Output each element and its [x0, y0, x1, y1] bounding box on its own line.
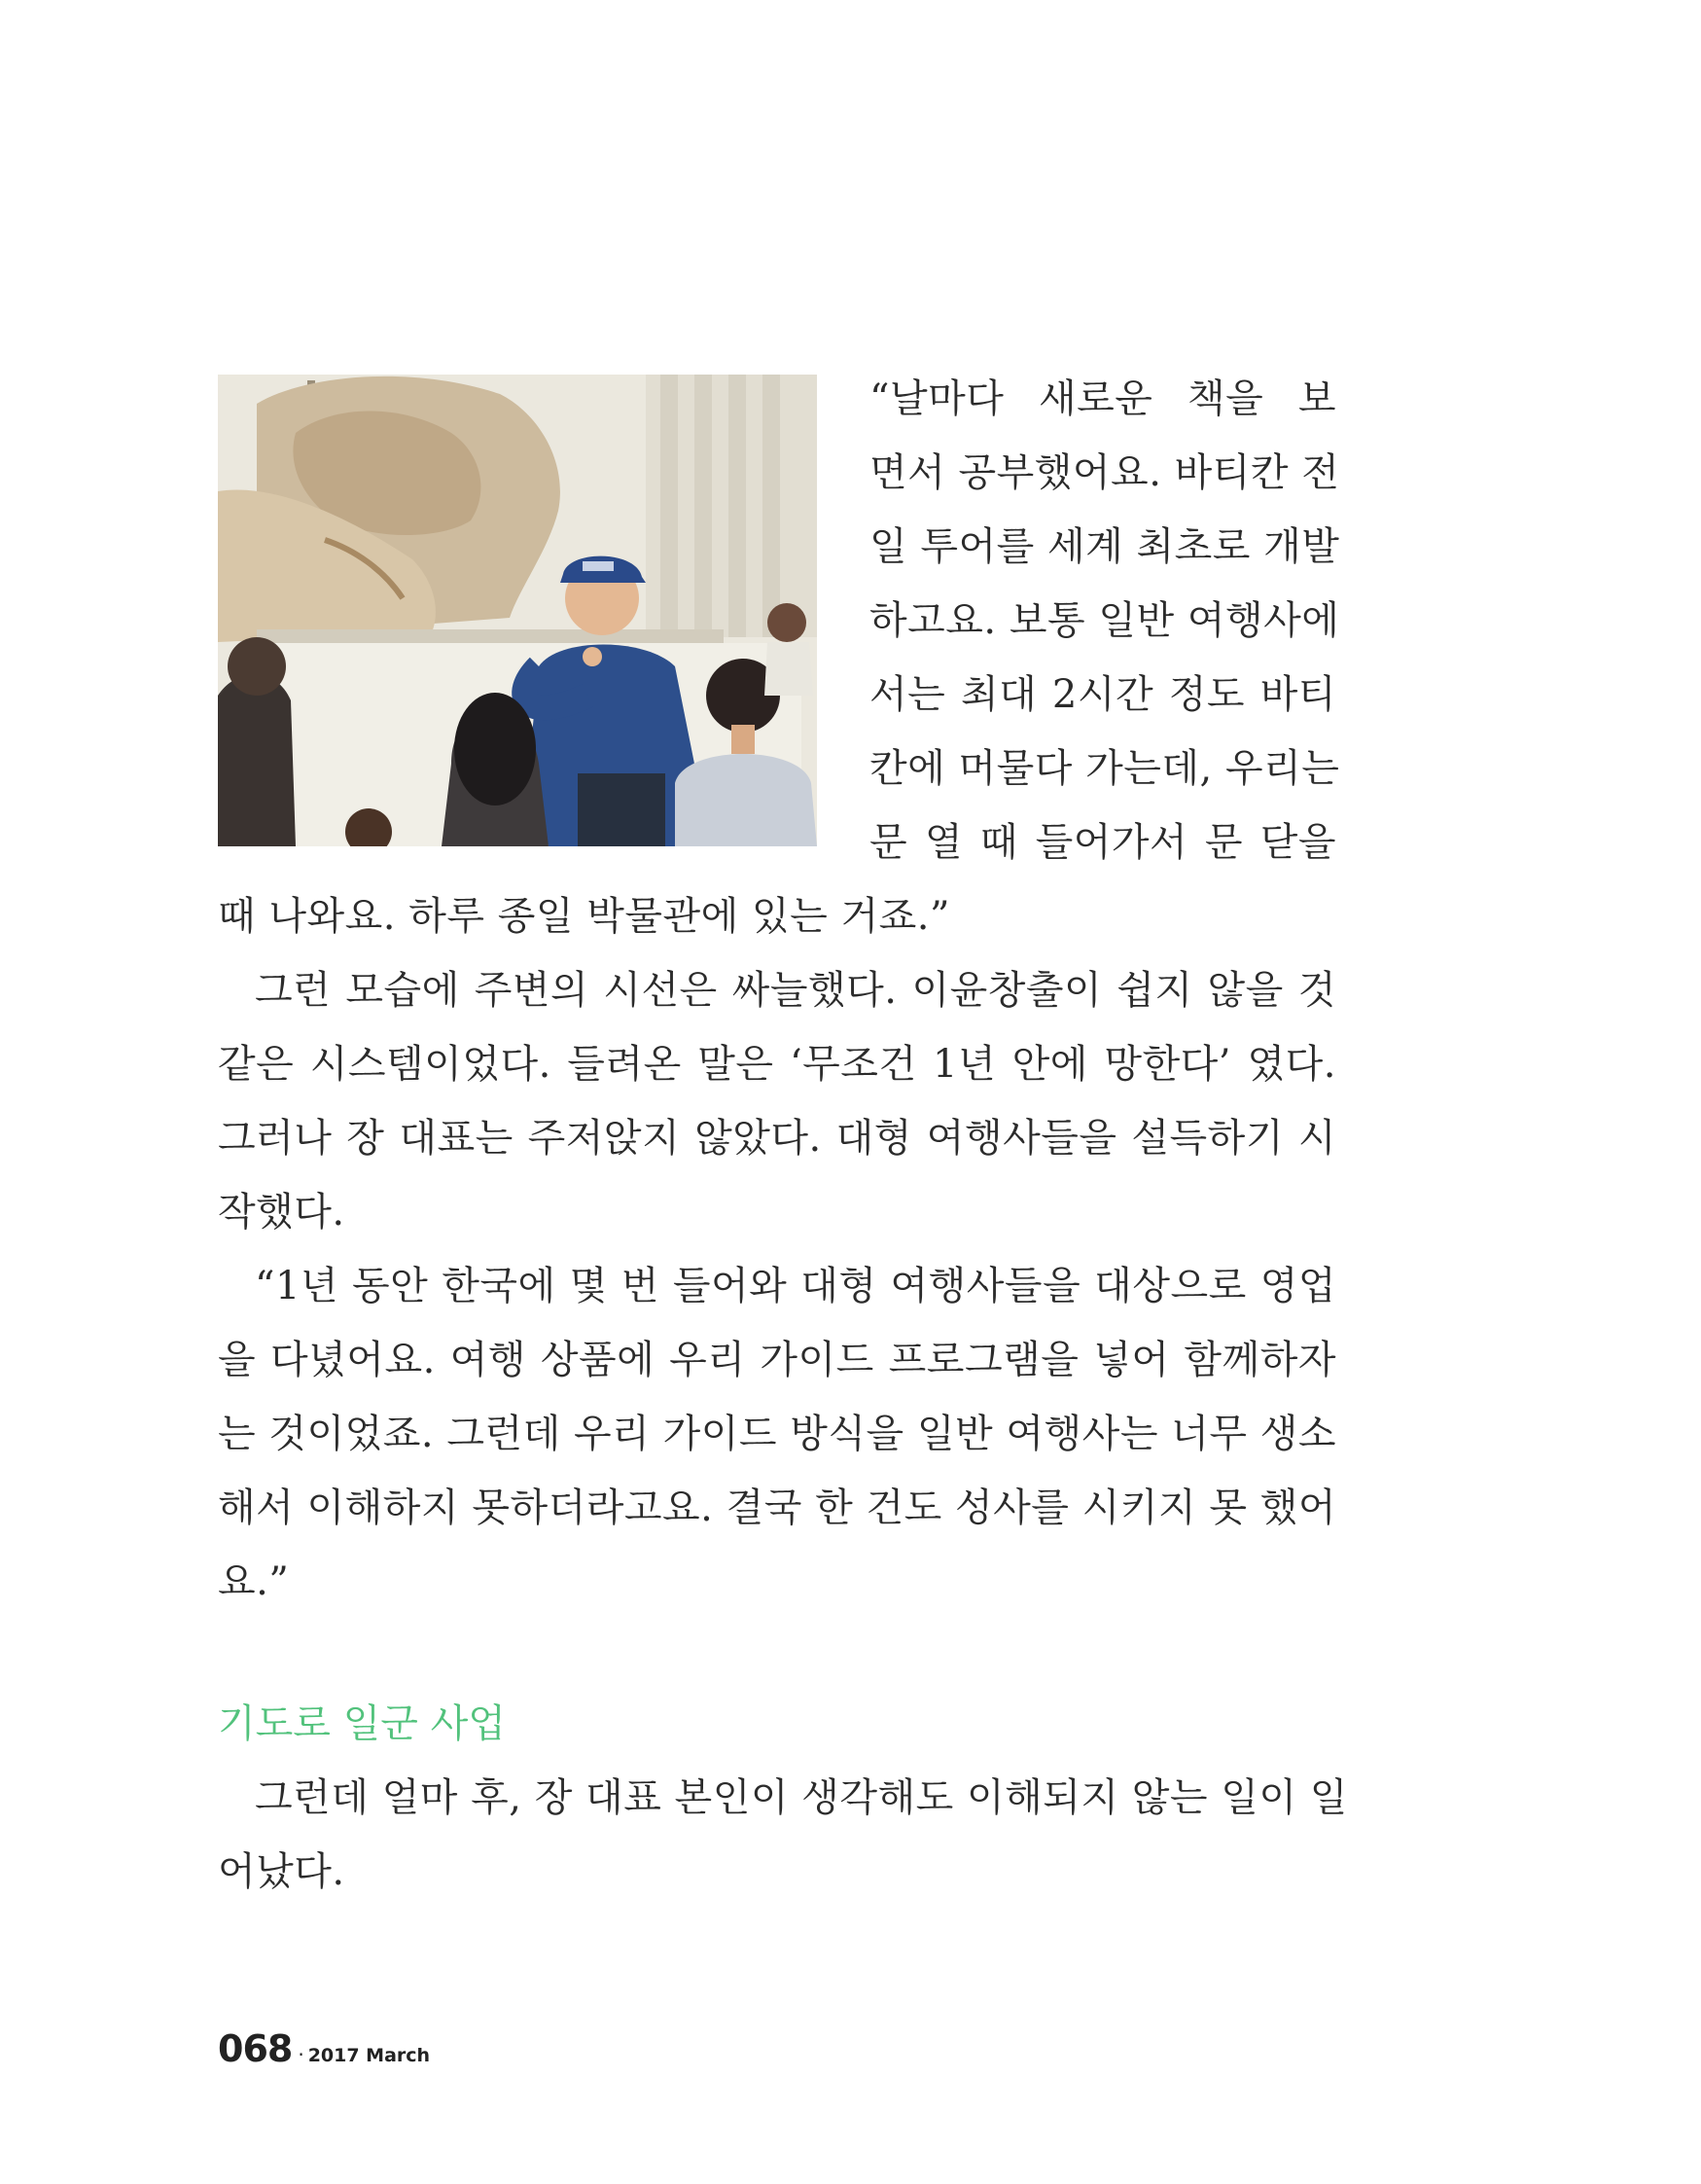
page-footer [218, 2027, 430, 2070]
paragraph-4-line-2: 어났다. [218, 1849, 345, 1894]
paragraph-1-line-4: 하고요. 보통 일반 여행사에 [869, 598, 1340, 643]
footer-separator: · [298, 2043, 304, 2066]
article-photo [218, 375, 817, 846]
paragraph-1-line-3: 일 투어를 세계 최초로 개발 [869, 524, 1340, 569]
page-number: 068 [218, 2027, 293, 2070]
paragraph-2-line-1: 그런 모습에 주변의 시선은 싸늘했다. 이윤창출이 쉽지 않을 것 [255, 968, 1336, 1013]
paragraph-1-line-1: “날마다 새로운 책을 보 [869, 376, 1336, 421]
section-heading: 기도로 일군 사업 [218, 1701, 506, 1746]
paragraph-3-line-3: 는 것이었죠. 그런데 우리 가이드 방식을 일반 여행사는 너무 생소 [218, 1412, 1336, 1456]
paragraph-2-line-4: 작했다. [218, 1190, 345, 1235]
paragraph-1-line-7: 문 열 때 들어가서 문 닫을 [869, 820, 1336, 865]
photo-icon [218, 375, 817, 846]
paragraph-1-line-8: 때 나와요. 하루 종일 박물관에 있는 거죠.” [218, 894, 950, 939]
paragraph-4-line-1: 그런데 얼마 후, 장 대표 본인이 생각해도 이해되지 않는 일이 일 [255, 1775, 1348, 1820]
paragraph-3-line-4: 해서 이해하지 못하더라고요. 결국 한 건도 성사를 시키지 못 했어 [218, 1486, 1336, 1530]
paragraph-1-line-6: 칸에 머물다 가는데, 우리는 [869, 746, 1340, 791]
paragraph-3-line-2: 을 다녔어요. 여행 상품에 우리 가이드 프로그램을 넣어 함께하자 [218, 1338, 1336, 1382]
paragraph-3-line-5: 요.” [218, 1559, 290, 1604]
paragraph-1-line-5: 서는 최대 2시간 정도 바티 [869, 672, 1336, 717]
paragraph-2-line-2: 같은 시스템이었다. 들려온 말은 ‘무조건 1년 안에 망한다’ 였다. [218, 1042, 1336, 1087]
issue-label: 2017 March [307, 2045, 431, 2066]
paragraph-3-line-1: “1년 동안 한국에 몇 번 들어와 대형 여행사들을 대상으로 영업 [255, 1264, 1336, 1308]
paragraph-1-line-2: 면서 공부했어요. 바티칸 전 [869, 450, 1340, 495]
paragraph-2-line-3: 그러나 장 대표는 주저앉지 않았다. 대형 여행사들을 설득하기 시 [218, 1116, 1336, 1161]
